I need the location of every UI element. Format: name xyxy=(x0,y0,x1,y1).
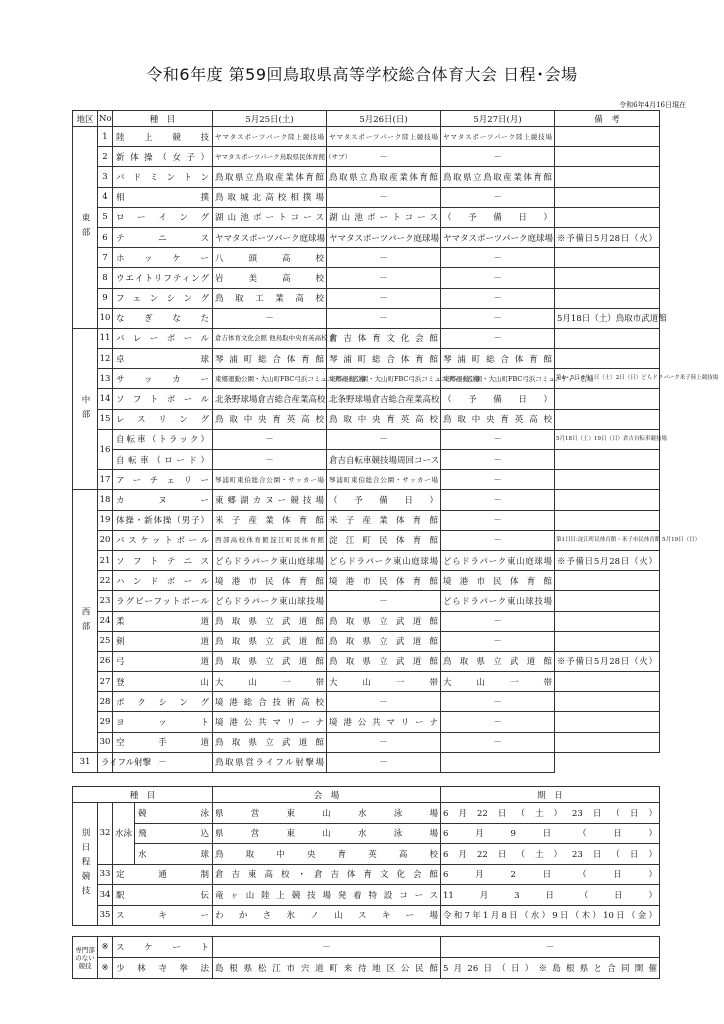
event-name: 競泳 xyxy=(135,803,213,824)
venue-cell: － xyxy=(213,937,441,958)
event-name: テニス xyxy=(113,227,213,247)
row-number: 16 xyxy=(98,429,113,469)
venue-d2: 鳥取県立武道館 xyxy=(327,631,441,651)
note-cell xyxy=(555,248,660,268)
table-row xyxy=(73,803,660,824)
venue-d3: 鳥取県立武道館 xyxy=(441,651,555,671)
venue-d3: ヤマタスポーツパーク庭球場 xyxy=(441,227,555,247)
venue-cell: 倉吉東高校・倉吉体育文化会館 xyxy=(213,864,441,885)
venue-d2: － xyxy=(327,288,441,308)
date-cell: 6月9日（日） xyxy=(441,823,660,844)
row-number: 31 xyxy=(73,752,98,772)
venue-cell: 鳥取中央育英高校 xyxy=(213,844,441,865)
note-cell xyxy=(555,147,660,167)
table-row xyxy=(73,712,660,732)
row-number: 6 xyxy=(98,227,113,247)
note-cell xyxy=(555,187,660,207)
table-row xyxy=(73,651,660,671)
event-name: 水球 xyxy=(135,844,213,865)
row-number: 20 xyxy=(98,530,113,550)
venue-d1: 倉吉体育文化会館 他鳥取中央育英高校 他 xyxy=(213,328,327,348)
venue-d3: － xyxy=(441,510,555,530)
area-label: 西部 xyxy=(73,490,98,752)
venue-cell: 県営東山水泳場 xyxy=(213,803,441,824)
venue-d2: － xyxy=(327,591,441,611)
event-name: ハンドボール xyxy=(113,571,213,591)
table-header-row xyxy=(73,111,660,127)
venue-d3: （予備日） xyxy=(441,207,555,227)
venue-d2: － xyxy=(327,692,441,712)
event-group: 水泳 xyxy=(113,803,135,865)
row-number: 21 xyxy=(98,550,113,570)
venue-d1: 大山一帯 xyxy=(213,672,327,692)
table-row xyxy=(73,349,660,369)
venue-d2: （予備日） xyxy=(327,490,441,510)
venue-d1: 米子産業体育館 xyxy=(213,510,327,530)
venue-d2: － xyxy=(327,429,441,449)
venue-d1: 鳥取県立武道館 xyxy=(213,732,327,752)
row-number: 35 xyxy=(98,905,113,926)
row-number: 22 xyxy=(98,571,113,591)
venue-d2: 鳥取県立武道館 xyxy=(327,651,441,671)
table-row xyxy=(73,958,660,979)
venue-d3: － xyxy=(441,732,555,752)
event-name: 自転車（ロード） xyxy=(113,450,213,470)
area-label: 東部 xyxy=(73,127,98,329)
table-row xyxy=(73,530,660,550)
venue-d1: 鳥取中央育英高校 xyxy=(213,409,327,429)
note-cell: 第4・5日 6月1日（土）2日（日）どらドラパーク米子陸上競技場 xyxy=(555,369,660,389)
header-date: 期 日 xyxy=(441,787,660,803)
venue-d2: － xyxy=(327,248,441,268)
venue-d3: － xyxy=(441,450,555,470)
note-cell xyxy=(555,591,660,611)
venue-d3: － xyxy=(441,268,555,288)
event-name: 登山 xyxy=(113,672,213,692)
header-day1: 5月25日(土) xyxy=(213,111,327,127)
table-row xyxy=(73,692,660,712)
row-number: 26 xyxy=(98,651,113,671)
table-row xyxy=(73,369,660,389)
venue-d1: 境港総合技術高校 xyxy=(213,692,327,712)
area-label: 中部 xyxy=(73,328,98,490)
venue-d3: どらドラパーク東山庭球場 xyxy=(441,550,555,570)
table-header-row xyxy=(73,787,660,803)
venue-d3: － xyxy=(441,248,555,268)
date-cell: － xyxy=(441,937,660,958)
venue-d3: － xyxy=(441,288,555,308)
venue-d1: － xyxy=(213,308,327,328)
venue-d2: － xyxy=(327,147,441,167)
venue-d1: 鳥取県立武道館 xyxy=(213,611,327,631)
as-of-date: 令和6年4月16日現在 xyxy=(619,101,686,109)
venue-d3: － xyxy=(441,712,555,732)
event-name: スケート xyxy=(113,937,213,958)
event-name: 自転車（トラック） xyxy=(113,429,213,449)
header-area: 地区 xyxy=(73,111,98,127)
area-label: 別日程競技 xyxy=(73,803,98,926)
note-cell xyxy=(555,268,660,288)
venue-d3: 東郷運動公園・大山町FBC弓浜コミュニティー広場 xyxy=(441,369,555,389)
event-name: 柔道 xyxy=(113,611,213,631)
venue-d1: 西部高校体育館淀江町民体育館 xyxy=(213,530,327,550)
venue-d3: 境港市民体育館 xyxy=(441,571,555,591)
event-name: スキー xyxy=(113,905,213,926)
venue-d3: － xyxy=(441,328,555,348)
venue-d1: － xyxy=(213,450,327,470)
table-row xyxy=(73,288,660,308)
event-name: 陸上競技 xyxy=(113,127,213,147)
row-number: 29 xyxy=(98,712,113,732)
venue-d3: － xyxy=(441,490,555,510)
venue-d2: 北条野球場倉吉総合産業高校 xyxy=(327,389,441,409)
venue-d1: 境港市民体育館 xyxy=(213,571,327,591)
row-number: 3 xyxy=(98,167,113,187)
event-name: 飛込 xyxy=(135,823,213,844)
note-cell xyxy=(555,490,660,510)
header-no: No xyxy=(98,111,113,127)
event-name: なぎなた xyxy=(113,308,213,328)
note-cell: ※予備日5月28日（火） xyxy=(555,227,660,247)
venue-d3: 鳥取中央育英高校 xyxy=(441,409,555,429)
row-number: 13 xyxy=(98,369,113,389)
date-cell: 6月22日（土）23日（日） xyxy=(441,803,660,824)
table-row xyxy=(73,127,660,147)
event-name: ホッケー xyxy=(113,248,213,268)
event-name: 剣道 xyxy=(113,631,213,651)
row-number: 18 xyxy=(98,490,113,510)
schedule-table xyxy=(72,110,719,773)
event-name: サッカー xyxy=(113,369,213,389)
row-mark: ※ xyxy=(98,958,113,979)
note-cell xyxy=(441,752,555,772)
venue-d3: － xyxy=(441,530,555,550)
venue-d3: － xyxy=(441,147,555,167)
row-number: 23 xyxy=(98,591,113,611)
venue-d2: 大山一帯 xyxy=(327,672,441,692)
table-row xyxy=(73,268,660,288)
venue-d1: ヤマタスポーツパーク鳥取県民体育館（サブ） xyxy=(213,147,327,167)
row-number: 19 xyxy=(98,510,113,530)
note-cell xyxy=(555,389,660,409)
row-number: 12 xyxy=(98,349,113,369)
venue-d3: 大山一帯 xyxy=(441,672,555,692)
note-cell xyxy=(555,712,660,732)
event-name: 体操・新体操（男子） xyxy=(113,510,213,530)
table-row xyxy=(73,389,660,409)
event-name: ソフトテニス xyxy=(113,550,213,570)
table-row xyxy=(73,248,660,268)
venue-d1: 湖山池ボートコース xyxy=(213,207,327,227)
note-cell xyxy=(555,450,660,470)
header-day2: 5月26日(日) xyxy=(327,111,441,127)
event-name: 弓道 xyxy=(113,651,213,671)
event-name: レスリング xyxy=(113,409,213,429)
note-cell xyxy=(555,631,660,651)
separate-schedule-table xyxy=(72,786,660,926)
note-cell: 第1日目:淀江町民体育館・米子市民体育館 5月19日（日） xyxy=(555,530,660,550)
table-row xyxy=(73,510,660,530)
venue-d2: 倉吉自転車競技場周回コース xyxy=(327,450,441,470)
event-name: バレーボール xyxy=(113,328,213,348)
row-number: 7 xyxy=(98,248,113,268)
row-number: 8 xyxy=(98,268,113,288)
table-row xyxy=(73,450,660,470)
venue-cell: 県営東山水泳場 xyxy=(213,823,441,844)
header-notes: 備 考 xyxy=(555,111,660,127)
venue-cell: 島根県松江市宍道町来待地区公民館 xyxy=(213,958,441,979)
venue-d1: － xyxy=(113,752,213,772)
row-number: 24 xyxy=(98,611,113,631)
venue-d1: 鳥取県立武道館 xyxy=(213,651,327,671)
event-name: ウエイトリフティング xyxy=(113,268,213,288)
venue-d2: － xyxy=(327,187,441,207)
note-cell xyxy=(555,510,660,530)
note-cell xyxy=(555,409,660,429)
event-name: ローイング xyxy=(113,207,213,227)
venue-d2: 境港市民体育館 xyxy=(327,571,441,591)
header-venue: 会 場 xyxy=(213,787,441,803)
page-title: 令和6年度 第59回鳥取県高等学校総合体育大会 日程･会場 xyxy=(146,65,578,84)
venue-d2: 鳥取中央育英高校 xyxy=(327,409,441,429)
venue-d3: 琴浦町総合体育館 xyxy=(441,349,555,369)
venue-d2: 鳥取県立武道館 xyxy=(327,611,441,631)
date-cell: 11月3日（日） xyxy=(441,885,660,906)
date-cell: 令和7年1月8日（水）9日（木）10日（金） xyxy=(441,905,660,926)
table-row xyxy=(73,490,660,510)
venue-d1: ヤマタスポーツパーク庭球場 xyxy=(213,227,327,247)
note-cell xyxy=(555,470,660,490)
table-row xyxy=(73,672,660,692)
note-cell: 5月18日（土）19日（日）倉吉自転車競技場 xyxy=(555,429,660,449)
event-name: ラグビーフットボール xyxy=(113,591,213,611)
row-number: 17 xyxy=(98,470,113,490)
event-name: ライフル射撃 xyxy=(98,752,113,772)
note-cell xyxy=(555,692,660,712)
venue-cell: わかさ氷ノ山スキー場 xyxy=(213,905,441,926)
table-row xyxy=(73,187,660,207)
date-cell: 6月22日（土）23日（日） xyxy=(441,844,660,865)
venue-d1: 鳥取県立武道館 xyxy=(213,631,327,651)
row-number: 34 xyxy=(98,885,113,906)
venue-d1: 鳥取県立鳥取産業体育館 xyxy=(213,167,327,187)
table-row xyxy=(73,844,660,865)
header-day3: 5月27日(月) xyxy=(441,111,555,127)
row-number: 25 xyxy=(98,631,113,651)
venue-d2: 鳥取県立鳥取産業体育館 xyxy=(327,167,441,187)
row-number: 9 xyxy=(98,288,113,308)
venue-d2: 倉吉体育文化会館 xyxy=(327,328,441,348)
note-cell xyxy=(555,672,660,692)
venue-d1: － xyxy=(213,429,327,449)
row-number: 5 xyxy=(98,207,113,227)
table-row xyxy=(73,752,660,772)
venue-d1: 鳥取工業高校 xyxy=(213,288,327,308)
table-row xyxy=(73,571,660,591)
table-row xyxy=(73,591,660,611)
header-event: 種 目 xyxy=(113,111,213,127)
table-row xyxy=(73,227,660,247)
venue-d3: どらドラパーク東山球技場 xyxy=(441,591,555,611)
event-name: カヌー xyxy=(113,490,213,510)
note-cell xyxy=(555,127,660,147)
event-name: ボクシング xyxy=(113,692,213,712)
date-cell: 6月2日（日） xyxy=(441,864,660,885)
table-row xyxy=(73,732,660,752)
note-cell: 5月18日（土）鳥取市武道館 xyxy=(555,308,660,328)
table-row xyxy=(73,905,660,926)
venue-d2: 淀江町民体育館 xyxy=(327,530,441,550)
venue-d2: 琴浦町総合体育館 xyxy=(327,349,441,369)
note-cell: ※予備日5月28日（火） xyxy=(555,550,660,570)
row-number: 28 xyxy=(98,692,113,712)
row-number: 30 xyxy=(98,732,113,752)
row-number: 1 xyxy=(98,127,113,147)
venue-d3: － xyxy=(327,752,441,772)
venue-d3: － xyxy=(441,470,555,490)
note-cell xyxy=(555,611,660,631)
event-name: ヨット xyxy=(113,712,213,732)
venue-d1: 鳥取城北高校相撲場 xyxy=(213,187,327,207)
event-name: 相撲 xyxy=(113,187,213,207)
venue-d2: 鳥取県営ライフル射撃場 xyxy=(213,752,327,772)
table-row xyxy=(73,864,660,885)
table-row xyxy=(73,308,660,328)
venue-d3: （予備日） xyxy=(441,389,555,409)
venue-d1: 八頭高校 xyxy=(213,248,327,268)
venue-cell: 竜ヶ山陸上競技場発着特設コース xyxy=(213,885,441,906)
table-row xyxy=(73,823,660,844)
note-cell xyxy=(555,571,660,591)
row-mark: ※ xyxy=(98,937,113,958)
table-row xyxy=(73,885,660,906)
venue-d3: － xyxy=(441,308,555,328)
venue-d3: － xyxy=(441,187,555,207)
event-name: バスケットボール xyxy=(113,530,213,550)
table-row xyxy=(73,328,660,348)
row-number: 15 xyxy=(98,409,113,429)
table-row xyxy=(73,147,660,167)
table-row xyxy=(73,611,660,631)
area-label: 専門部のない競技 xyxy=(73,937,98,979)
venue-d2: － xyxy=(327,268,441,288)
event-name: バドミントン xyxy=(113,167,213,187)
table-row xyxy=(73,937,660,958)
event-name: 駅伝 xyxy=(113,885,213,906)
table-row xyxy=(73,409,660,429)
note-cell xyxy=(555,167,660,187)
venue-d1: 境港公共マリーナ xyxy=(213,712,327,732)
row-number: 10 xyxy=(98,308,113,328)
row-number: 11 xyxy=(98,328,113,348)
event-name: 定通制 xyxy=(113,864,213,885)
event-name: 新体操（女子） xyxy=(113,147,213,167)
venue-d2: － xyxy=(327,732,441,752)
row-number: 4 xyxy=(98,187,113,207)
venue-d1: 琴浦町東伯総合公園・サッカー場 xyxy=(213,470,327,490)
venue-d2: ヤマタスポーツパーク陸上競技場 xyxy=(327,127,441,147)
venue-d3: － xyxy=(441,611,555,631)
row-number: 32 xyxy=(98,803,113,865)
venue-d2: 湖山池ボートコース xyxy=(327,207,441,227)
row-number: 2 xyxy=(98,147,113,167)
header-event: 種 目 xyxy=(73,787,213,803)
venue-d1: 東郷運動公園・大山町FBC弓浜コミュニティー広場 xyxy=(213,369,327,389)
venue-d3: 鳥取県立鳥取産業体育館 xyxy=(441,167,555,187)
note-cell xyxy=(555,349,660,369)
table-row xyxy=(73,429,660,449)
event-name: 空手道 xyxy=(113,732,213,752)
venue-d2: どらドラパーク東山庭球場 xyxy=(327,550,441,570)
event-name: ソフトボール xyxy=(113,389,213,409)
table-row xyxy=(73,207,660,227)
venue-d1: どらドラパーク東山球技場 xyxy=(213,591,327,611)
note-cell: ※予備日5月28日（火） xyxy=(555,651,660,671)
event-name: アーチェリー xyxy=(113,470,213,490)
table-row xyxy=(73,550,660,570)
venue-d3: － xyxy=(441,692,555,712)
venue-d1: 東郷湖カヌー競技場 xyxy=(213,490,327,510)
table-row xyxy=(73,631,660,651)
venue-d2: 米子産業体育館 xyxy=(327,510,441,530)
venue-d2: 境港公共マリーナ xyxy=(327,712,441,732)
venue-d2: 琴浦町東伯総合公園・サッカー場 xyxy=(327,470,441,490)
venue-d1: どらドラパーク東山庭球場 xyxy=(213,550,327,570)
note-cell xyxy=(555,207,660,227)
row-number: 27 xyxy=(98,672,113,692)
venue-d2: ヤマタスポーツパーク庭球場 xyxy=(327,227,441,247)
no-committee-table xyxy=(72,936,660,979)
row-number: 14 xyxy=(98,389,113,409)
venue-d1: 岩美高校 xyxy=(213,268,327,288)
table-row xyxy=(73,470,660,490)
note-cell xyxy=(555,732,660,752)
venue-d1: ヤマタスポーツパーク陸上競技場 xyxy=(213,127,327,147)
event-name: フェンシング xyxy=(113,288,213,308)
table-row xyxy=(73,167,660,187)
venue-d3: － xyxy=(441,429,555,449)
event-name: 少林寺拳法 xyxy=(113,958,213,979)
venue-d3: ヤマタスポーツパーク陸上競技場 xyxy=(441,127,555,147)
venue-d2: 東郷運動公園・大山町FBC弓浜コミュニティー広場 xyxy=(327,369,441,389)
venue-d2: － xyxy=(327,308,441,328)
note-cell xyxy=(555,328,660,348)
note-cell xyxy=(555,288,660,308)
venue-d3: － xyxy=(441,631,555,651)
venue-d1: 琴浦町総合体育館 xyxy=(213,349,327,369)
event-name: 卓球 xyxy=(113,349,213,369)
row-number: 33 xyxy=(98,864,113,885)
venue-d1: 北条野球場倉吉総合産業高校 xyxy=(213,389,327,409)
date-cell: 5月26日（日）※島根県と合同開催 xyxy=(441,958,660,979)
